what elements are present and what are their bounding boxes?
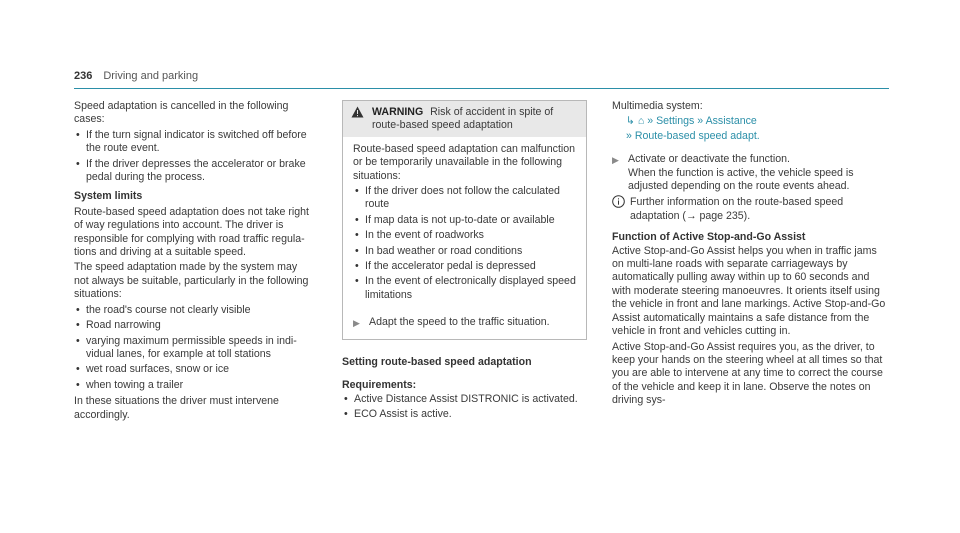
menu-separator-icon: » bbox=[697, 115, 704, 128]
list-item: • ECO Assist is active. bbox=[342, 408, 587, 421]
warning-title: Risk of accident in spite of route-based speed adaptation bbox=[372, 106, 554, 132]
stopgo-paragraph-1: Active Stop-and-Go Assist helps you when in traffic jams on multi-lane roads with separate carriageways by automatically pulling away within up to 60 seconds and with moderate steering manoeuvres. It orients itself using the vehicle in front and lane markings. Active Stop-and-Go Assist automatically maintains a safe distance from the vehicle in front and vehicles cutting in. bbox=[612, 244, 886, 338]
menu-assistance: Assistance bbox=[705, 115, 757, 128]
column-right bbox=[612, 100, 889, 410]
menu-path bbox=[612, 115, 889, 128]
column-left bbox=[74, 100, 314, 424]
list-item: • when towing a trailer bbox=[74, 379, 314, 392]
page-number: 236 bbox=[74, 70, 93, 82]
home-icon: ⌂ bbox=[637, 115, 645, 128]
stopgo-heading: Function of Active Stop-and-Go Assist bbox=[612, 231, 806, 244]
warning-box bbox=[342, 100, 587, 340]
warning-header bbox=[343, 101, 586, 137]
action-arrow-icon: ▶ bbox=[353, 318, 360, 329]
cancel-cases-list bbox=[74, 129, 314, 185]
requirements-list bbox=[342, 393, 587, 422]
cancel-intro: Speed adaptation is cancelled in the following cases: bbox=[74, 100, 289, 126]
list-item: • varying maximum permissible speeds in individual lanes, for example at toll stations bbox=[74, 335, 314, 362]
menu-route-adapt: Route-based speed adapt. bbox=[634, 129, 760, 142]
situations-list bbox=[74, 304, 314, 392]
list-item: • If the accelerator pedal is depressed bbox=[353, 260, 578, 273]
list-item: • Active Distance Assist DISTRONIC is activated. bbox=[342, 393, 587, 406]
closing-text: In these situations the driver must intervene accordingly. bbox=[74, 395, 279, 421]
warning-triangle-icon bbox=[351, 106, 364, 133]
system-limits-text-2: The speed adaptation made by the system may not always be suitable, particularly in the following situations: bbox=[74, 261, 309, 301]
menu-path-2 bbox=[612, 130, 889, 143]
action-arrow-icon: ▶ bbox=[612, 155, 619, 166]
list-item: • In bad weather or road conditions bbox=[353, 245, 578, 258]
list-item: • the road's course not clearly visible bbox=[74, 304, 314, 317]
setting-heading: Setting route-based speed adaptation bbox=[342, 355, 532, 368]
system-limits-text: Route-based speed adaptation does not take right of way regulations into account. The driver is responsible for complying with road traffic regulations and driving at a suitable speed. bbox=[74, 205, 309, 259]
warning-body bbox=[343, 137, 586, 339]
info-icon bbox=[612, 195, 626, 209]
list-item: • If the turn signal indicator is switched off before the route event. bbox=[74, 129, 314, 156]
column-middle bbox=[342, 100, 587, 424]
stopgo-paragraph-2: Active Stop-and-Go Assist requires you, as the driver, to keep your hands on the steering wheel at all times so that you are able to intervene at any time to correct the course of the vehicle and keep it in lane. Observe the notes on driving sys- bbox=[612, 340, 883, 407]
list-item: • wet road surfaces, snow or ice bbox=[74, 363, 314, 376]
system-limits-heading: System limits bbox=[74, 190, 143, 203]
menu-separator-icon: » bbox=[647, 115, 654, 128]
list-item: • In the event of electronically displayed speed limitations bbox=[353, 275, 578, 302]
list-item: • If map data is not up-to-date or available bbox=[353, 214, 578, 227]
info-note: Further information on the route-based speed adaptation (→ page 235). bbox=[612, 196, 889, 223]
requirements-label: Requirements: bbox=[342, 379, 417, 392]
menu-settings: Settings bbox=[656, 115, 695, 128]
activate-action: ▶ Activate or deactivate the function. When the function is active, the vehicle speed is adjusted depending on the route events ahead. bbox=[612, 153, 854, 193]
list-item: • In the event of roadworks bbox=[353, 229, 578, 242]
warning-label: WARNING bbox=[372, 106, 424, 118]
menu-start-arrow-icon: ↳ bbox=[626, 115, 635, 128]
list-item: • Road narrowing bbox=[74, 319, 314, 332]
section-title: Driving and parking bbox=[103, 70, 199, 82]
list-item: • If the driver depresses the accelerator or brake pedal during the process. bbox=[74, 158, 314, 185]
multimedia-label: Multimedia system: bbox=[612, 100, 703, 112]
warning-action: ▶ Adapt the speed to the traffic situation. bbox=[353, 316, 578, 330]
list-item: • If the driver does not follow the calculated route bbox=[353, 185, 578, 212]
warning-intro: Route-based speed adaptation can malfunction or be temporarily unavailable in the following situations: bbox=[353, 142, 576, 182]
menu-separator-icon: » bbox=[626, 129, 632, 142]
page-header bbox=[74, 70, 889, 89]
warning-list bbox=[353, 185, 578, 302]
